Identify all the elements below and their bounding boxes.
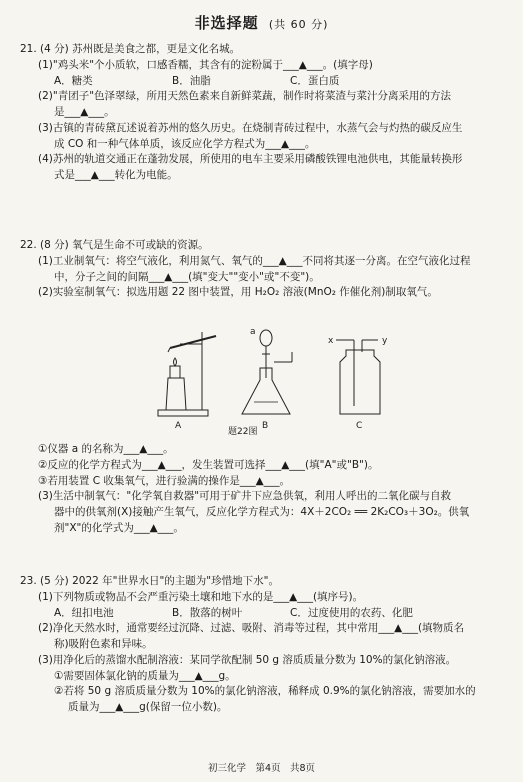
q23-part3: (3)用净化后的蒸馏水配制溶液：某同学欲配制 50 g 溶质质量分数为 10%的氯化钠溶液。	[38, 653, 457, 666]
apparatus-b	[242, 330, 292, 414]
question-21	[20, 42, 506, 184]
q23-sub2-line2: 质量为___▲___g(保留一位小数)。	[68, 701, 228, 713]
q21-choice-c: C．蛋白质	[290, 74, 340, 87]
q22-part1-line1: (1)工业制氧气：将空气液化，利用氮气、氧气的___▲___不同将其逐一分离。在空气液化过程	[38, 254, 471, 267]
figure-22	[150, 322, 410, 434]
q23-choice-b: B．散落的树叶	[172, 606, 243, 619]
q23-stem: 23. (5 分) 2022 年"世界水日"的主题为"珍惜地下水"。	[20, 575, 279, 587]
q23-part2-line2: 称)吸附色素和异味。	[54, 638, 153, 650]
q22-part3-line2: 器中的供氧剂(X)接触产生氧气，反应化学方程式为：4X＋2CO₂ ══ 2K₂CO₃＋3O₂。供氧	[54, 506, 470, 518]
q21-choice-a: A．糖类	[54, 74, 93, 87]
question-23	[20, 574, 506, 716]
q22-sub1: ①仪器 a 的名称为___▲___。	[38, 443, 174, 455]
page-footer: 初三化学 第4页 共8页	[207, 763, 316, 774]
label-a: A	[175, 421, 182, 431]
q22-part1-line2: 中，分子之间的间隔___▲___(填"变大""变小"或"不变")。	[54, 270, 320, 283]
q23-choice-c: C．过度使用的农药、化肥	[290, 606, 413, 619]
q23-part1: (1)下列物质或物品不会严重污染土壤和地下水的是___▲___(填序号)。	[38, 590, 364, 603]
q21-part3-line2: 成 CO 和一种气体单质，该反应化学方程式为___▲___。	[54, 137, 316, 150]
q23-choice-a: A．纽扣电池	[54, 606, 114, 619]
q22-sub2: ②反应的化学方程式为___▲___，发生装置可选择___▲___(填"A"或"B")。	[38, 458, 379, 471]
apparatus-a	[158, 332, 216, 416]
question-22-cont	[20, 442, 506, 537]
label-c: C	[356, 421, 363, 431]
q22-part3-line1: (3)生活中制氧气："化学氧自救器"可用于矿井下应急供氧，利用人呼出的二氧化碳与自救	[38, 490, 452, 503]
section-title-score: (共 60 分)	[268, 18, 329, 31]
q21-choice-b: B．油脂	[172, 74, 211, 87]
q21-part2-line1: (2)"青团子"色泽翠绿，所用天然色素来自新鲜菜蔬，制作时将菜渣与菜汁分离采用的方法	[38, 90, 452, 103]
q23-part2-line1: (2)净化天然水时，通常要经过沉降、过滤、吸附、消毒等过程，其中常用___▲___(填物质名	[38, 622, 465, 635]
label-y: y	[382, 336, 388, 346]
q21-part4-line2: 式是___▲___转化为电能。	[54, 169, 178, 181]
q21-part1: (1)"鸡头米"个小质软，口感香糯，其含有的淀粉属于___▲___。(填字母)	[38, 58, 373, 71]
q22-sub3: ③若用装置 C 收集氧气，进行验满的操作是___▲___。	[38, 474, 290, 487]
q22-part3-line3: 剂"X"的化学式为___▲___。	[54, 521, 184, 534]
label-instrument-a: a	[250, 327, 256, 337]
q21-stem: 21. (4 分) 苏州既是美食之都，更是文化名城。	[20, 43, 241, 55]
apparatus-c	[336, 340, 380, 414]
q21-part4-line1: (4)苏州的轨道交通正在蓬勃发展，所使用的电车主要采用磷酸铁锂电池供电，其能量转换形	[38, 153, 463, 166]
q23-sub2-line1: ②若将 50 g 溶质质量分数为 10%的氯化钠溶液，稀释成 0.9%的氯化钠溶液，需要加水的	[54, 685, 476, 698]
label-b: B	[262, 421, 269, 431]
q22-part2: (2)实验室制氧气：拟选用题 22 图中装置，用 H₂O₂ 溶液(MnO₂ 作催化剂)制取氧气。	[38, 286, 438, 299]
q22-stem: 22. (8 分) 氧气是生命不可或缺的资源。	[20, 239, 209, 251]
question-22	[20, 238, 506, 301]
q23-choices	[20, 606, 506, 622]
section-title	[0, 12, 523, 35]
q21-choices	[20, 74, 506, 90]
q21-part2-line2: 是___▲___。	[54, 106, 115, 118]
figure-caption: 题22图	[228, 427, 258, 437]
q23-sub1: ①需要固体氯化钠的质量为___▲___g。	[54, 669, 236, 682]
label-x: x	[328, 336, 334, 346]
section-title-text: 非选择题	[194, 14, 259, 32]
q21-part3-line1: (3)古镇的青砖黛瓦述说着苏州的悠久历史。在烧制青砖过程中，水蒸气会与灼热的碳反应生	[38, 121, 463, 134]
